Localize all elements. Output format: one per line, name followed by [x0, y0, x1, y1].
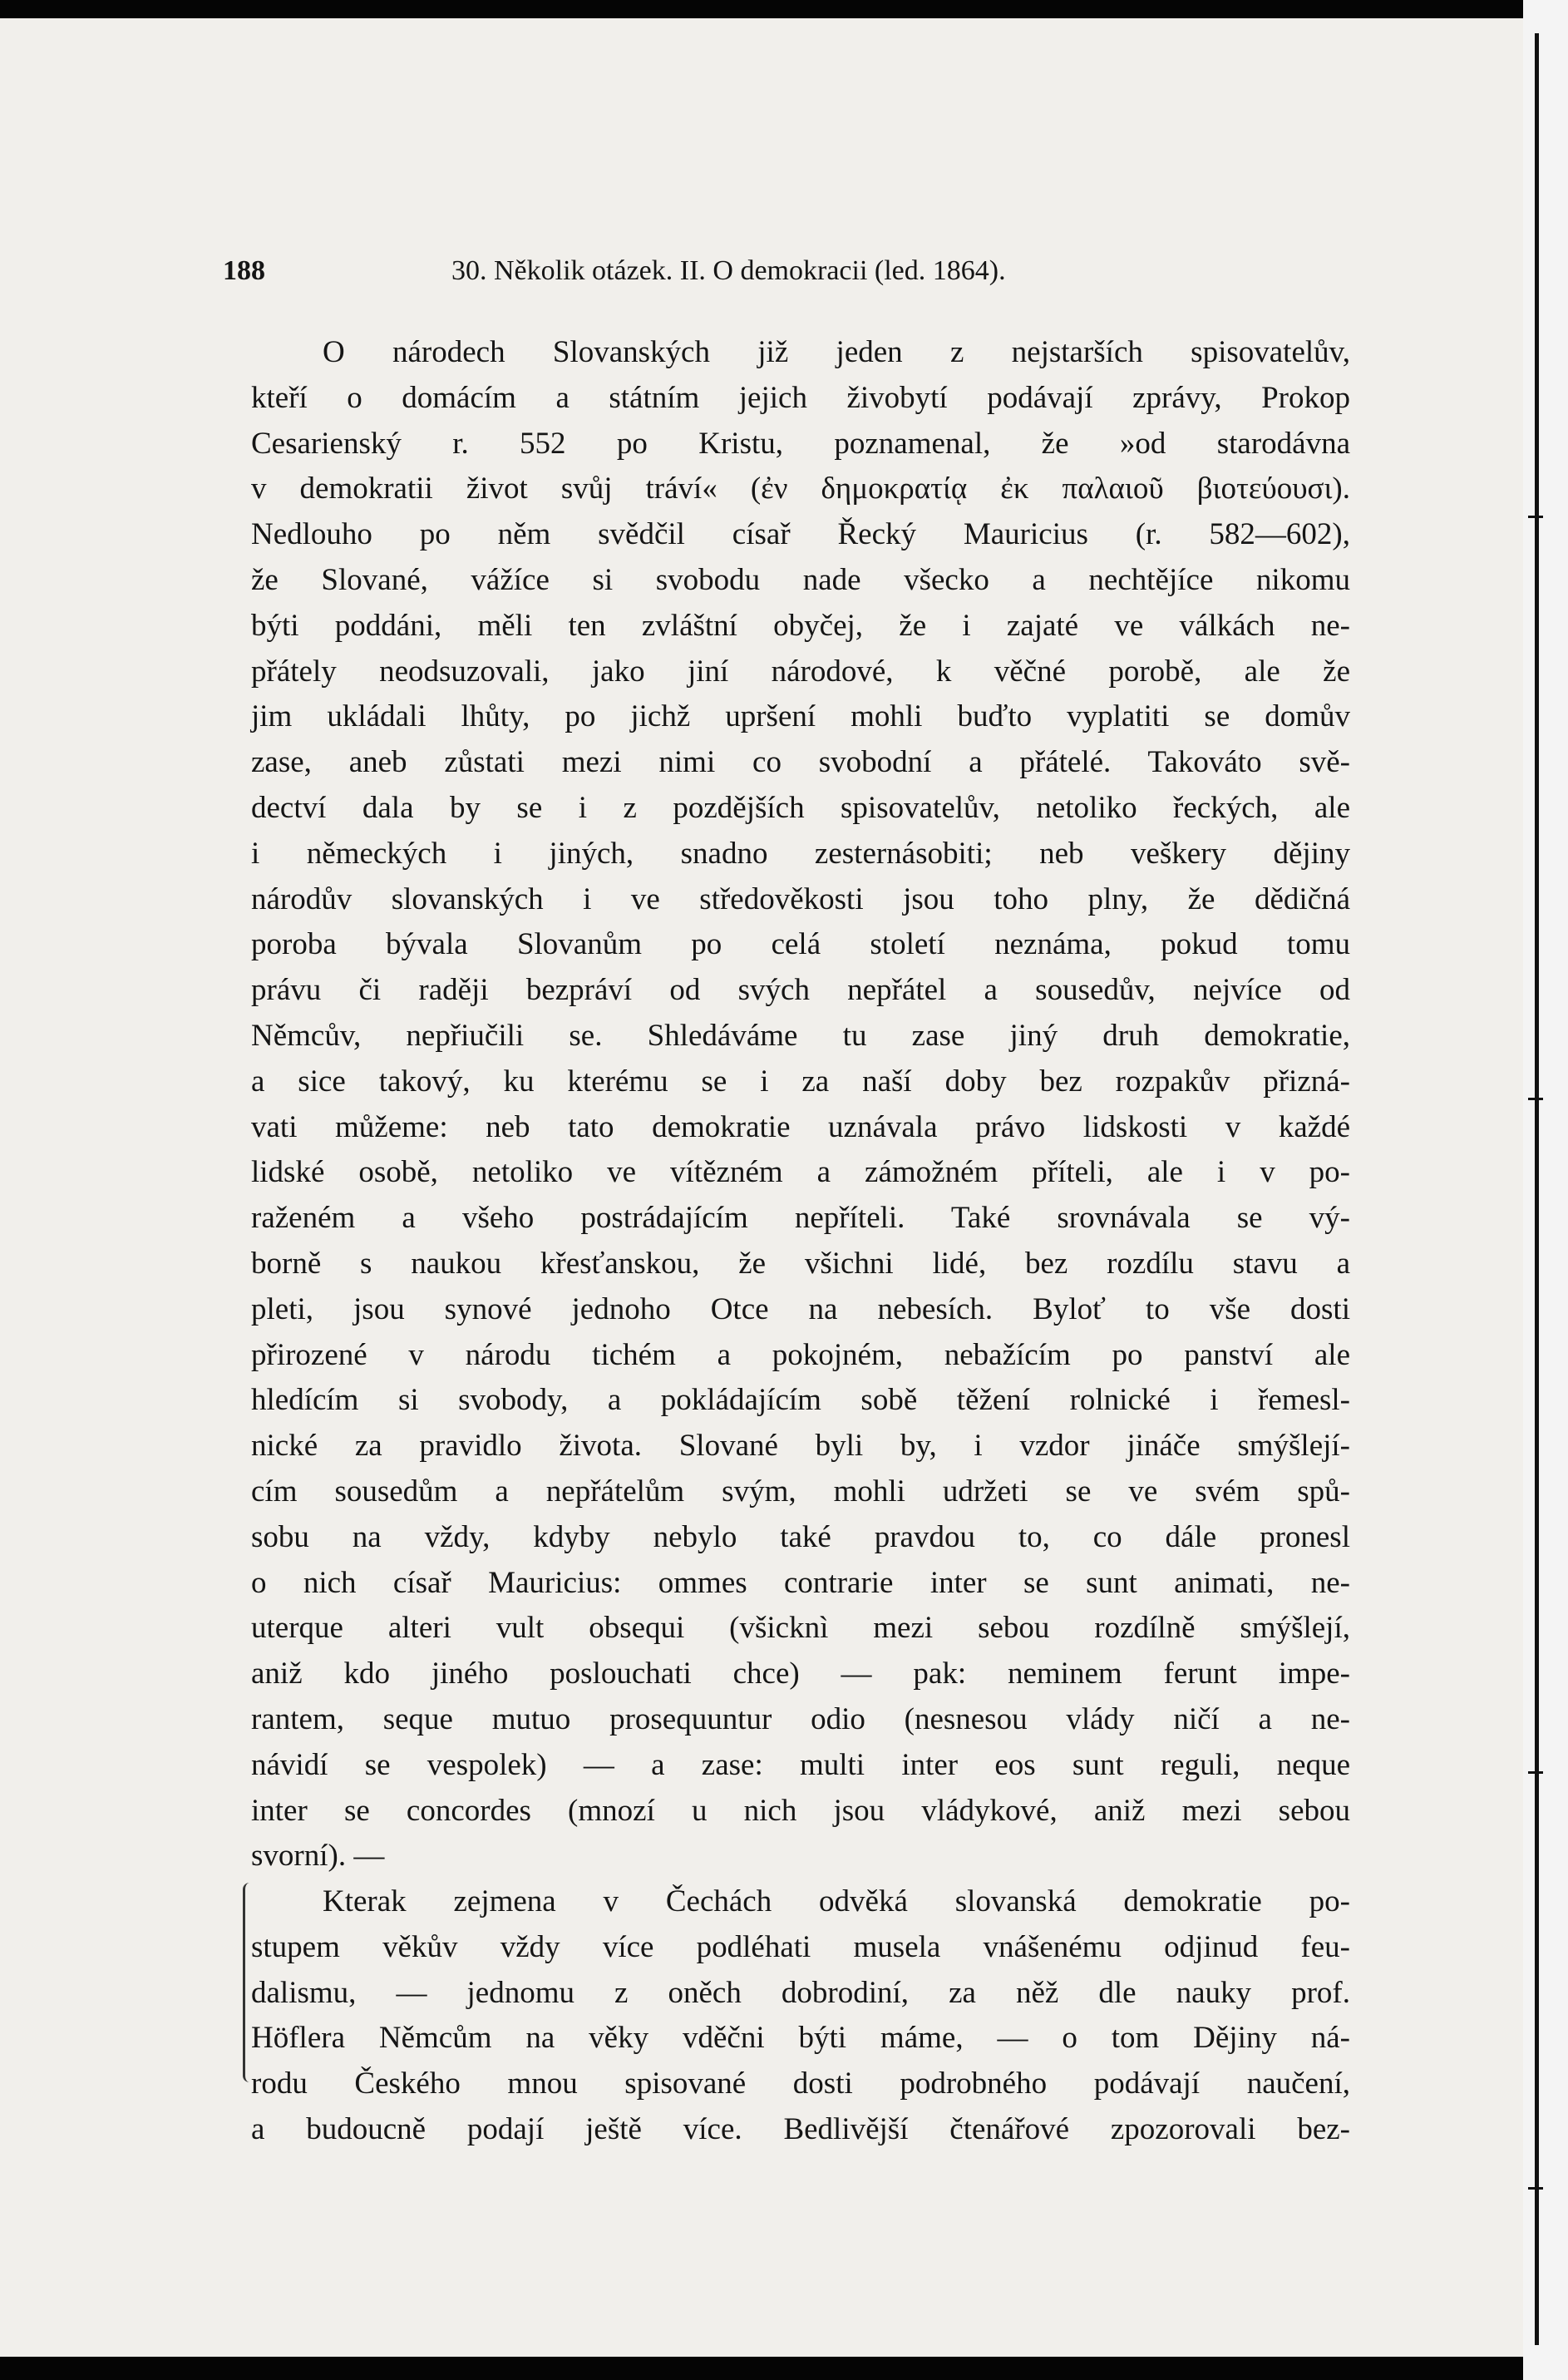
text-line: býti poddáni, měli ten zvláštní obyčej, že i zajaté ve válkách ne-: [251, 608, 1350, 643]
text-line: lidské osobě, netoliko ve vítězném a zámožném příteli, ale i v po-: [251, 1155, 1350, 1190]
text-line: aniž kdo jiného poslouchati chce) — pak: neminem ferunt impe-: [251, 1657, 1350, 1691]
text-line: dectví dala by se i z pozdějších spisovatelův, netoliko řeckých, ale: [251, 790, 1350, 825]
text-line: zase, aneb zůstati mezi nimi co svobodní a přátelé. Takováto svě-: [251, 745, 1350, 780]
running-title: 30. Několik otázek. II. O demokracii (led. 1864).: [451, 255, 1006, 286]
text-line: a sice takový, ku kterému se i za naší doby bez rozpakův přizná-: [251, 1064, 1350, 1099]
edge-tick-mark: [1528, 2187, 1543, 2190]
text-line: sobu na vždy, kdyby nebylo také pravdou to, co dále pronesl: [251, 1519, 1350, 1554]
text-line: přátely neodsuzovali, jako jiní národové, k věčné porobě, ale že: [251, 654, 1350, 689]
text-line: cím sousedům a nepřátelům svým, mohli udržeti se ve svém spů-: [251, 1474, 1350, 1508]
text-line: a budoucně podají ještě více. Bedlivější čtenářové zpozorovali bez-: [251, 2112, 1350, 2147]
text-line: národův slovanských i ve středověkosti jsou toho plny, že dědičná: [251, 881, 1350, 916]
text-line: návidí se vespolek) — a zase: multi inter eos sunt reguli, neque: [251, 1747, 1350, 1782]
text-line: O národech Slovanských již jeden z nejstarších spisovatelův,: [323, 335, 1350, 369]
right-page-edge: [1523, 0, 1568, 2380]
book-page: [0, 18, 1523, 2357]
edge-tick-mark: [1528, 1098, 1543, 1100]
text-line: Nedlouho po něm svědčil císař Řecký Mauricius (r. 582—602),: [251, 517, 1350, 552]
text-line: pleti, jsou synové jednoho Otce na nebesích. Byloť to vše dosti: [251, 1291, 1350, 1326]
text-line: raženém a všeho postrádajícím nepříteli. Také srovnávala se vý-: [251, 1201, 1350, 1236]
text-line: inter se concordes (mnozí u nich jsou vládykové, aniž mezi sebou: [251, 1793, 1350, 1828]
margin-bracket-mark: [243, 1883, 252, 2082]
text-line: přirozené v národu tichém a pokojném, nebažícím po panství ale: [251, 1337, 1350, 1372]
text-line: poroba bývala Slovanům po celá století neznáma, pokud tomu: [251, 927, 1350, 962]
text-line: vati můžeme: neb tato demokratie uznávala právo lidskosti v každé: [251, 1109, 1350, 1144]
text-line: Němcův, nepřiučili se. Shledáváme tu zase jiný druh demokratie,: [251, 1018, 1350, 1053]
text-line: v demokratii život svůj tráví« (ἐν δημοκρατίᾳ ἐκ παλαιοῦ βιοτεύουσι).: [251, 472, 1350, 506]
page-number: 188: [223, 255, 265, 286]
edge-tick-mark: [1528, 516, 1543, 518]
text-line: svorní). —: [251, 1839, 385, 1874]
text-line: rantem, seque mutuo prosequuntur odio (nesnesou vlády ničí a ne-: [251, 1701, 1350, 1736]
text-line: nické za pravidlo života. Slované byli by, i vzdor jináče smýšlejí-: [251, 1429, 1350, 1464]
text-line: rodu Českého mnou spisované dosti podrobného podávají naučení,: [251, 2066, 1350, 2101]
text-line: o nich císař Mauricius: ommes contrarie inter se sunt animati, ne-: [251, 1565, 1350, 1600]
text-line: borně s naukou křesťanskou, že všichni lidé, bez rozdílu stavu a: [251, 1246, 1350, 1281]
text-line: Kterak zejmena v Čechách odvěká slovanská demokratie po-: [323, 1884, 1350, 1919]
text-line: právu či raději bezpráví od svých nepřátel a sousedův, nejvíce od: [251, 973, 1350, 1008]
text-line: že Slované, vážíce si svobodu nade všecko a nechtějíce nikomu: [251, 562, 1350, 597]
edge-tick-mark: [1528, 1771, 1543, 1774]
text-line: uterque alteri vult obsequi (všicknì mezi sebou rozdílně smýšlejí,: [251, 1611, 1350, 1646]
text-line: i německých i jiných, snadno zesternásobiti; neb veškery dějiny: [251, 836, 1350, 871]
text-line: jim ukládali lhůty, po jichž upršení mohli buďto vyplatiti se domův: [251, 699, 1350, 734]
text-line: stupem věkův vždy více podléhati musela vnášenému odjinud feu-: [251, 1929, 1350, 1964]
text-line: Höflera Němcům na věky vděčni býti máme, — o tom Dějiny ná-: [251, 2021, 1350, 2056]
text-line: hledícím si svobody, a pokládajícím sobě těžení rolnické i řemesl-: [251, 1383, 1350, 1418]
text-line: kteří o domácím a státním jejich živobytí podávají zprávy, Prokop: [251, 380, 1350, 415]
text-line: dalismu, — jednomu z oněch dobrodiní, za něž dle nauky prof.: [251, 1975, 1350, 2010]
body-text: [251, 330, 1350, 2153]
right-edge-rule: [1535, 33, 1539, 2345]
text-line: Cesarienský r. 552 po Kristu, poznamenal, že »od starodávna: [251, 426, 1350, 461]
